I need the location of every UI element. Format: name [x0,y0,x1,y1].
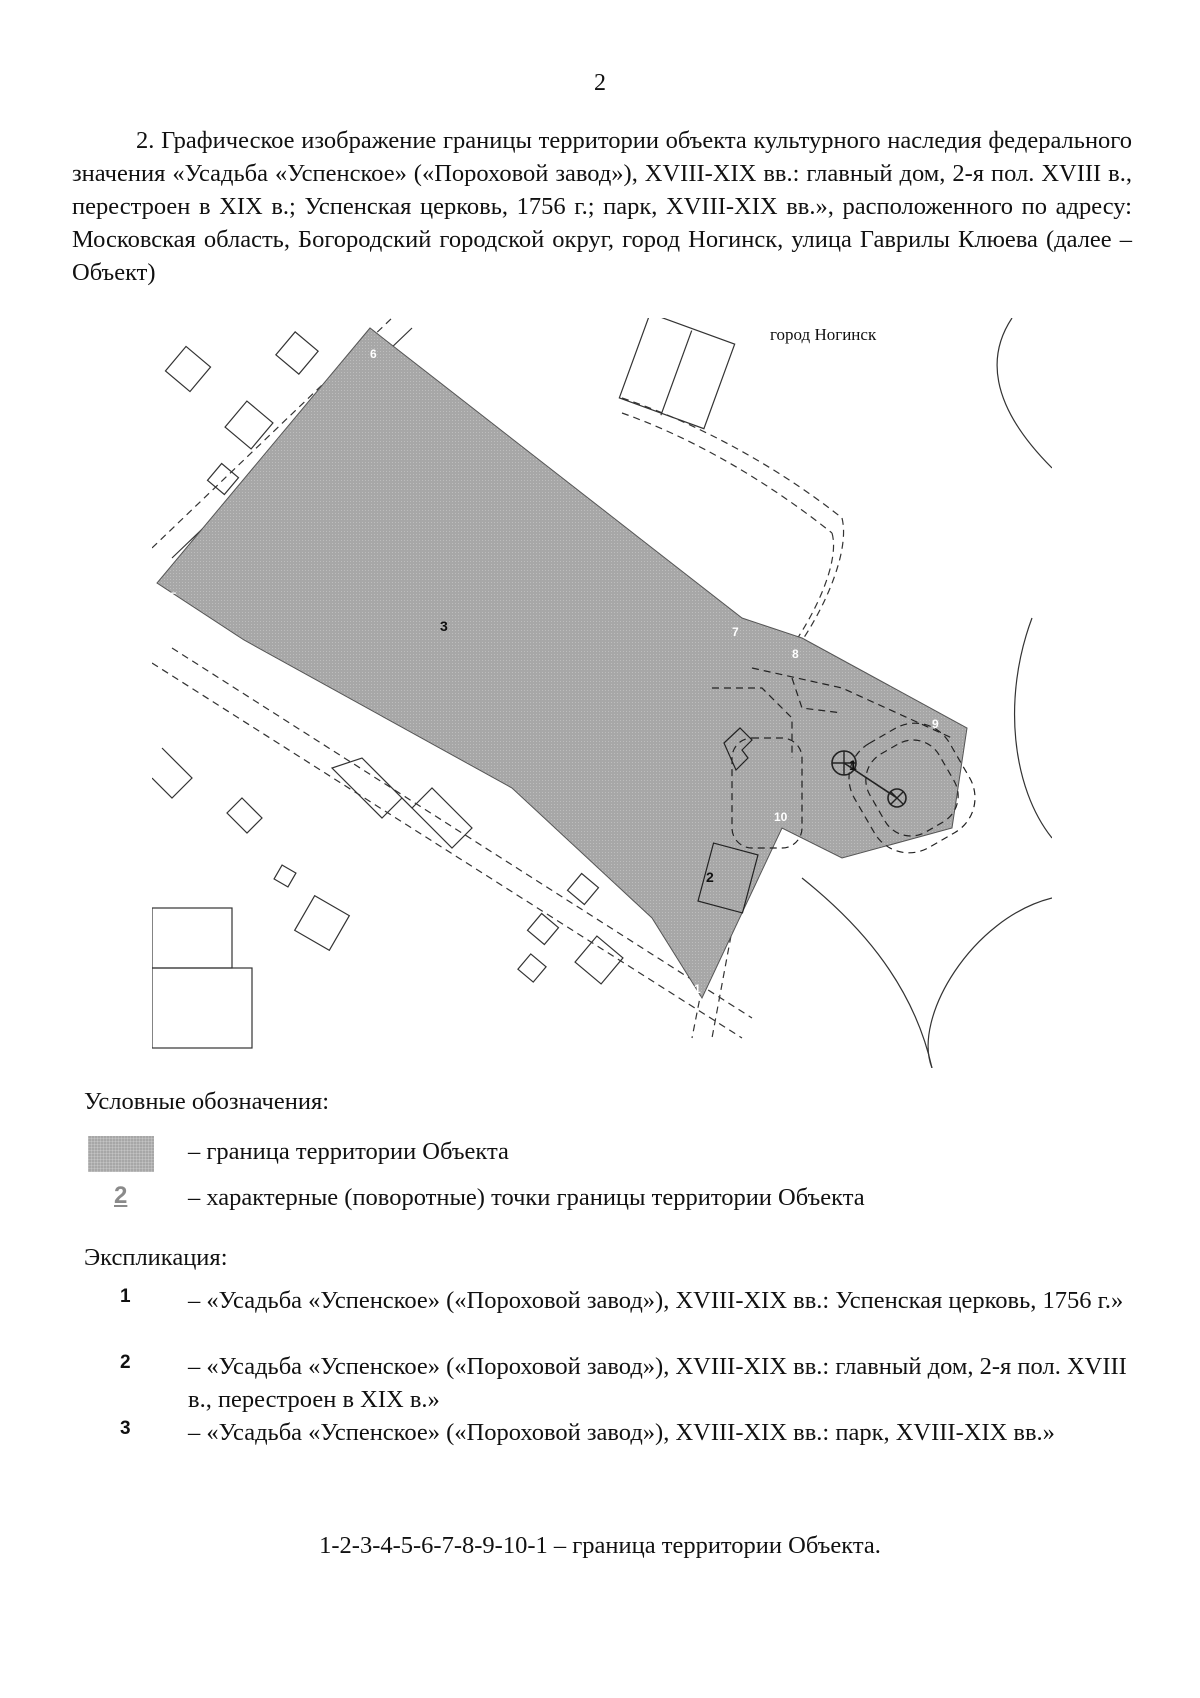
legend-item-boundary [84,1136,1144,1172]
boundary-point-label: 4 [238,645,245,659]
boundary-point-label: 1 [694,982,701,996]
boundary-point-label: 2 [650,929,657,943]
legend-item-points [84,1182,1144,1218]
explication-title: Экспликация: [84,1244,228,1271]
page-number: 2 [594,70,606,96]
city-label: город Ногинск [770,325,877,344]
object-label: 3 [440,618,448,634]
boundary-point-label: 3 [508,802,515,816]
explication-number: 2 [120,1352,131,1373]
boundary-point-label: 7 [732,625,739,639]
boundary-summary: 1-2-3-4-5-6-7-8-9-10-1 – граница территории Объекта. [319,1532,881,1559]
object-label: 1 [849,757,857,773]
legend-item-text: – граница территории Объекта [188,1138,509,1165]
territory-swatch [88,1136,154,1172]
legend-title: Условные обозначения: [84,1088,330,1115]
boundary-point-label: 8 [792,647,799,661]
boundary-point-label: 9 [932,717,939,731]
legend-item-text: – характерные (поворотные) точки границы территории Объекта [188,1184,865,1211]
intro-paragraph: 2. Графическое изображение границы территории объекта культурного наследия федерального значения «Усадьба «Успенское» («Пороховой завод»), XVIII-XIX вв.: главный дом, 2-я пол. XVIII в., перестроен в XIX в.; Успенская церковь, 1756 г.; парк, XVIII-XIX вв.», расположенного по адресу: Московская область, Богородский городской округ, город Ногинск, улица Гаврилы Клюева (далее – Объект) [72,127,1132,286]
object-label: 2 [706,869,714,885]
explication-text: – «Усадьба «Успенское» («Пороховой завод»), XVIII-XIX вв.: Успенская церковь, 1756 г.» [188,1287,1124,1314]
site-plan-svg [152,318,1052,1068]
boundary-point-label: 10 [774,810,788,824]
site-plan-map [152,318,1052,1068]
explication-number: 1 [120,1286,131,1307]
explication-text: – «Усадьба «Успенское» («Пороховой завод»), XVIII-XIX вв.: парк, XVIII-XIX вв.» [188,1419,1055,1446]
boundary-point-label: 6 [370,347,377,361]
boundary-point-label: 5 [170,590,177,604]
explication-text: – «Усадьба «Успенское» («Пороховой завод»), XVIII-XIX вв.: главный дом, 2-я пол. XVIII в., перестроен в XIX в.» [188,1353,1127,1413]
point-symbol: 2 [114,1182,128,1209]
explication-number: 3 [120,1418,131,1439]
